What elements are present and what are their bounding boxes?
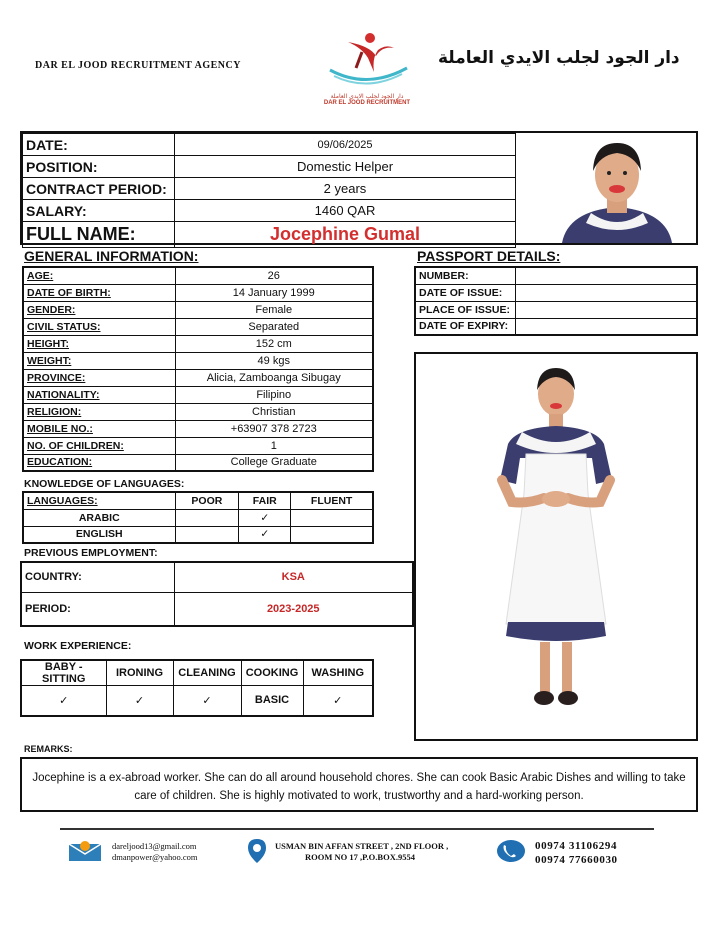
passport-issue-place-label: PLACE OF ISSUE: [415, 301, 515, 318]
fair-header: FAIR [239, 492, 291, 509]
country-label: COUNTRY: [21, 562, 174, 592]
language-poor [175, 526, 239, 543]
table-row [23, 335, 373, 352]
table-row [23, 156, 516, 178]
passport-expiry-label: DATE OF EXPIRY: [415, 318, 515, 335]
religion-label: RELIGION: [23, 403, 175, 420]
period-value: 2023-2025 [174, 592, 413, 626]
language-fair: ✓ [239, 509, 291, 526]
ironing-header: IRONING [106, 660, 173, 686]
full-name-value: Jocephine Gumal [175, 222, 516, 248]
address-line-1: USMAN BIN AFFAN STREET , 2ND FLOOR , [275, 841, 449, 851]
cleaning-value: ✓ [173, 686, 241, 716]
height-value: 152 cm [175, 335, 373, 352]
table-row [23, 454, 373, 471]
province-label: PROVINCE: [23, 369, 175, 386]
table-row [23, 420, 373, 437]
table-row [415, 284, 697, 301]
language-fluent [291, 526, 373, 543]
passport-issue-place-value [515, 301, 697, 318]
poor-header: POOR [175, 492, 239, 509]
table-row [21, 660, 373, 686]
table-row [23, 352, 373, 369]
salary-value: 1460 QAR [175, 200, 516, 222]
passport-table [414, 266, 698, 336]
phone-1: 00974 31106294 [535, 840, 618, 852]
footer-emails [112, 841, 198, 863]
cleaning-header: CLEANING [173, 660, 241, 686]
children-label: NO. OF CHILDREN: [23, 437, 175, 454]
table-row [23, 301, 373, 318]
previous-employment-table [20, 561, 414, 627]
logo-text-ar: دار الجود لجلب الايدي العاملة [330, 93, 404, 100]
period-label: PERIOD: [21, 592, 174, 626]
nationality-value: Filipino [175, 386, 373, 403]
date-value: 09/06/2025 [175, 134, 516, 156]
agency-logo [312, 28, 422, 106]
table-row [23, 318, 373, 335]
passport-number-label: NUMBER: [415, 267, 515, 284]
table-row [23, 134, 516, 156]
phone-2: 00974 77660030 [535, 854, 618, 866]
gender-value: Female [175, 301, 373, 318]
baby-sitting-header: BABY - SITTING [21, 660, 106, 686]
passport-title: PASSPORT DETAILS: [417, 248, 561, 264]
province-value: Alicia, Zamboanga Sibugay [175, 369, 373, 386]
full-body-figure-icon [416, 354, 696, 739]
table-row [23, 200, 516, 222]
height-label: HEIGHT: [23, 335, 175, 352]
previous-employment-title: PREVIOUS EMPLOYMENT: [24, 547, 158, 559]
agency-name-en: DAR EL JOOD RECRUITMENT AGENCY [35, 60, 241, 71]
passport-issue-date-value [515, 284, 697, 301]
washing-value: ✓ [303, 686, 373, 716]
country-value: KSA [174, 562, 413, 592]
work-experience-title: WORK EXPERIENCE: [24, 640, 132, 652]
religion-value: Christian [175, 403, 373, 420]
languages-title: KNOWLEDGE OF LANGUAGES: [24, 478, 185, 490]
table-row [23, 526, 373, 543]
table-row [415, 267, 697, 284]
table-row [23, 437, 373, 454]
contract-period-value: 2 years [175, 178, 516, 200]
logo-figure-icon [312, 28, 422, 90]
mobile-label: MOBILE NO.: [23, 420, 175, 437]
phone-icon [496, 839, 526, 868]
cooking-value: BASIC [241, 686, 303, 716]
table-row [415, 318, 697, 335]
headshot-figure-icon [536, 133, 698, 243]
top-info-block [20, 131, 698, 245]
general-info-title: GENERAL INFORMATION: [24, 248, 199, 264]
washing-header: WASHING [303, 660, 373, 686]
fluent-header: FLUENT [291, 492, 373, 509]
language-fair: ✓ [239, 526, 291, 543]
dob-value: 14 January 1999 [175, 284, 373, 301]
table-row [21, 592, 413, 626]
languages-header: LANGUAGES: [23, 492, 175, 509]
table-row [23, 369, 373, 386]
language-poor [175, 509, 239, 526]
footer-divider [60, 828, 654, 830]
passport-issue-date-label: DATE OF ISSUE: [415, 284, 515, 301]
cooking-header: COOKING [241, 660, 303, 686]
civil-status-label: CIVIL STATUS: [23, 318, 175, 335]
table-row [23, 386, 373, 403]
footer-phones [535, 839, 618, 867]
agency-name-ar: دار الجود لجلب الايدي العاملة [438, 48, 680, 68]
table-row [23, 222, 516, 248]
nationality-label: NATIONALITY: [23, 386, 175, 403]
ironing-value: ✓ [106, 686, 173, 716]
table-row [23, 492, 373, 509]
contract-period-label: CONTRACT PERIOD: [23, 178, 175, 200]
table-row [415, 301, 697, 318]
general-info-table [22, 266, 374, 472]
table-row [21, 562, 413, 592]
gender-label: GENDER: [23, 301, 175, 318]
headshot-photo [536, 133, 698, 243]
passport-number-value [515, 267, 697, 284]
children-value: 1 [175, 437, 373, 454]
full-name-label: FULL NAME: [23, 222, 175, 248]
email-2: dmanpower@yahoo.com [112, 852, 198, 862]
education-value: College Graduate [175, 454, 373, 471]
salary-label: SALARY: [23, 200, 175, 222]
email-1: dareljood13@gmail.com [112, 841, 197, 851]
language-fluent [291, 509, 373, 526]
dob-label: DATE OF BIRTH: [23, 284, 175, 301]
table-row [23, 267, 373, 284]
weight-label: WEIGHT: [23, 352, 175, 369]
address-line-2: ROOM NO 17 ,P.O.BOX.9554 [305, 852, 415, 862]
table-row [23, 284, 373, 301]
age-value: 26 [175, 267, 373, 284]
position-label: POSITION: [23, 156, 175, 178]
remarks-title: REMARKS: [24, 744, 73, 754]
table-row [23, 509, 373, 526]
table-row [23, 178, 516, 200]
age-label: AGE: [23, 267, 175, 284]
email-icon [68, 840, 102, 867]
language-name: ARABIC [23, 509, 175, 526]
languages-table [22, 491, 374, 544]
full-body-photo [414, 352, 698, 741]
footer-address [275, 841, 448, 863]
logo-text-en: DAR EL JOOD RECRUITMENT [323, 100, 411, 106]
language-name: ENGLISH [23, 526, 175, 543]
civil-status-value: Separated [175, 318, 373, 335]
top-info-table [22, 133, 516, 248]
position-value: Domestic Helper [175, 156, 516, 178]
date-label: DATE: [23, 134, 175, 156]
baby-sitting-value: ✓ [21, 686, 106, 716]
remarks-text: Jocephine is a ex-abroad worker. She can do all around household chores. She can cook Basic Arabic Dishes and willing to take care of children. She is highly motivated to work, trustworthy and a hard-working person. [20, 757, 698, 812]
table-row [23, 403, 373, 420]
location-pin-icon [247, 838, 267, 869]
education-label: EDUCATION: [23, 454, 175, 471]
mobile-value: +63907 378 2723 [175, 420, 373, 437]
weight-value: 49 kgs [175, 352, 373, 369]
passport-expiry-value [515, 318, 697, 335]
table-row [21, 686, 373, 716]
work-experience-table [20, 659, 374, 717]
